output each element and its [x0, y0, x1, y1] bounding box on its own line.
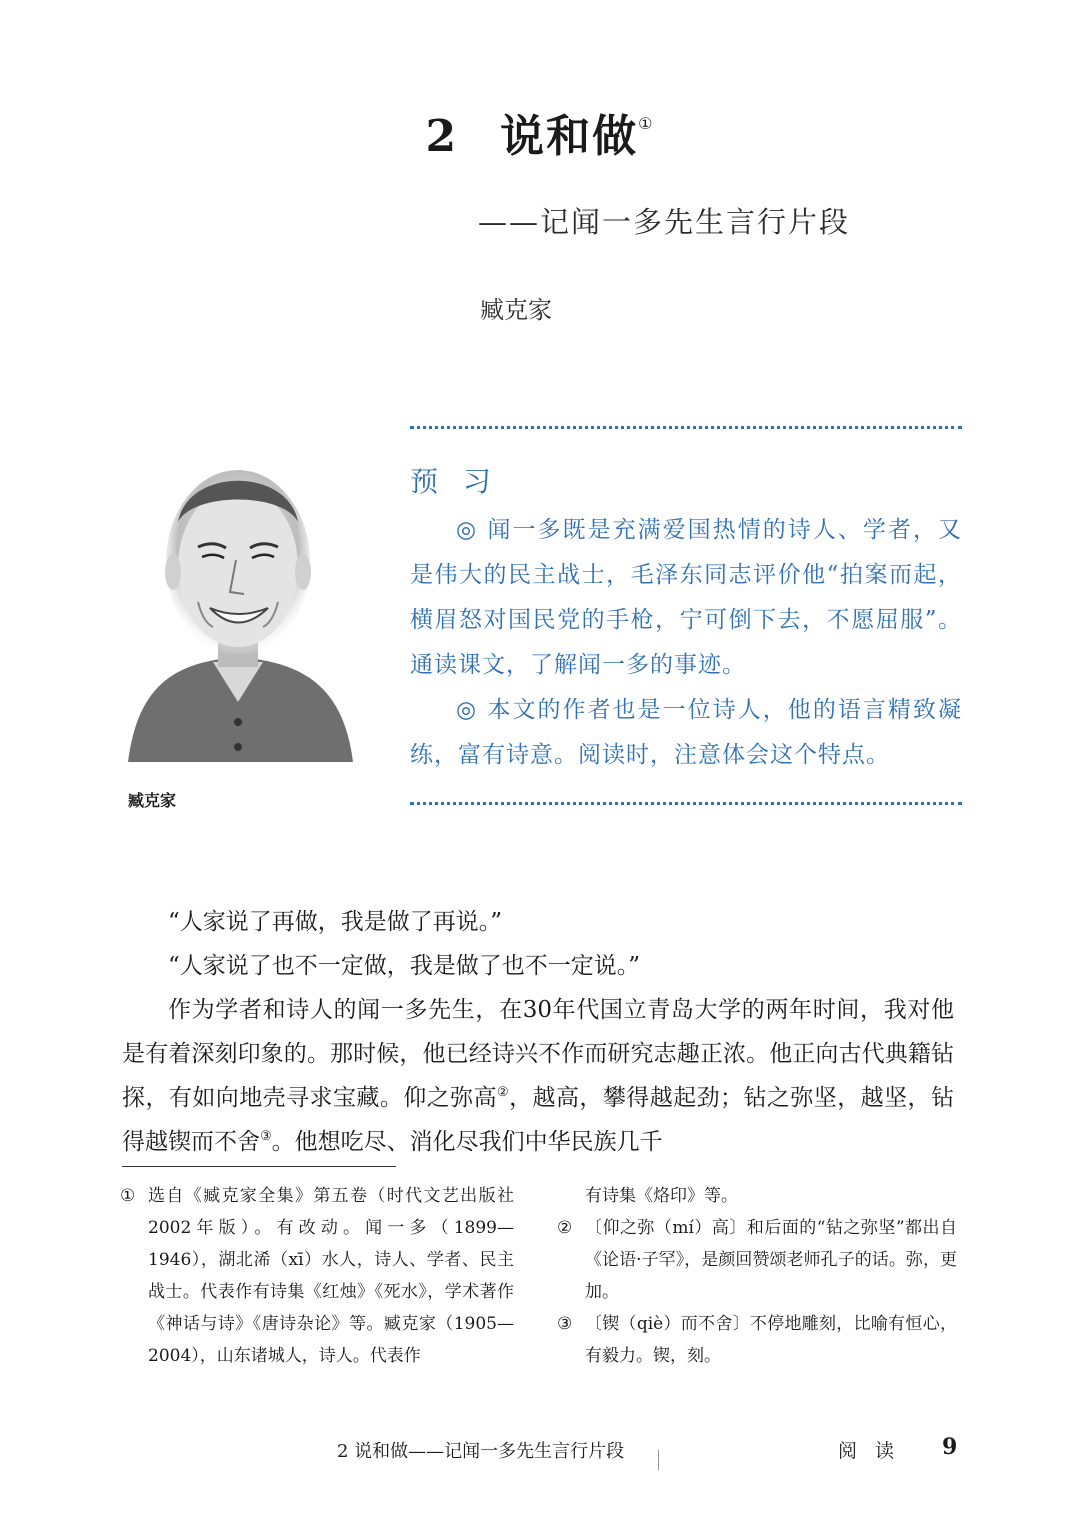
footnote-text: 〔锲（qiè）而不舍〕不停地雕刻，比喻有恒心，有毅力。锲，刻。: [585, 1314, 957, 1366]
paragraph-text: 作为学者和诗人的闻一多先生，在30年代国立青岛大学的两年时间，我对他是有着深刻印象的。那时候，他已经诗兴不作而研究志趣正浓。他正向古代典籍钻探，有如向地壳寻求宝藏。仰之弥高: [122, 997, 954, 1111]
footnote-mark: ②: [557, 1218, 573, 1238]
footnote-mark-2[interactable]: ②: [497, 1085, 510, 1100]
preview-label: 预 习: [410, 465, 499, 498]
footnote-text: 选自《臧克家全集》第五卷（时代文艺出版社2002年版）。有改动。闻一多（1899—1946），湖北浠（xī）水人，诗人、学者、民主战士。代表作有诗集《红烛》《死水》，学术著作《神话与诗》《唐诗杂论》等。臧克家（1905—2004），山东诸城人，诗人。代表作: [148, 1186, 514, 1366]
preview-item: ◎ 本文的作者也是一位诗人，他的语言精致凝练，富有诗意。阅读时，注意体会这个特点。: [410, 697, 962, 768]
author-portrait: [118, 432, 358, 762]
lesson-number: 2: [425, 111, 459, 162]
paragraph-text: 。他想吃尽、消化尽我们中华民族几千: [271, 1129, 663, 1155]
portrait-caption: 臧克家: [128, 791, 177, 810]
lesson-author: 臧克家: [480, 296, 552, 324]
footnote-1-continued: [557, 1180, 957, 1212]
paragraph-text: ，越高，攀得越起劲；钻之弥坚，越坚，钻得越锲而不舍: [122, 1085, 955, 1155]
preview-top-divider: [410, 426, 962, 429]
preview-box: [410, 460, 962, 778]
body-paragraph: “人家说了再做，我是做了再说。”: [168, 909, 503, 935]
page-number: 9: [942, 1434, 958, 1460]
preview-item: ◎ 闻一多既是充满爱国热情的诗人、学者，又是伟大的民主战士，毛泽东同志评价他“拍案而起，横眉怒对国民党的手枪，宁可倒下去，不愿屈服”。通读课文，了解闻一多的事迹。: [410, 517, 962, 678]
footer-divider: [658, 1450, 659, 1470]
footer-section: 阅 读: [838, 1440, 901, 1462]
lesson-subtitle: ——记闻一多先生言行片段: [478, 205, 851, 239]
footnote-1: [120, 1180, 514, 1372]
lesson-title-text: 说和做: [500, 111, 639, 162]
lesson-title: [0, 100, 1080, 164]
body-text: [122, 900, 954, 1164]
footnote-mark: ①: [120, 1186, 136, 1206]
footnote-divider: [122, 1166, 396, 1167]
footnote-mark: ③: [557, 1314, 573, 1334]
footnote-text: 〔仰之弥（mí）高〕和后面的“钻之弥坚”都出自《论语·子罕》，是颜回赞颂老师孔子的话。弥，更加。: [585, 1218, 957, 1302]
footnote-2: [557, 1212, 957, 1308]
body-paragraph: [122, 988, 954, 1164]
footnote-text-continued: 有诗集《烙印》等。: [585, 1186, 738, 1206]
footnote-continuation-indent: [557, 1180, 585, 1212]
body-paragraph: “人家说了也不一定做，我是做了也不一定说。”: [168, 953, 641, 979]
footnote-3: [557, 1308, 957, 1372]
footnote-mark-3[interactable]: ③: [260, 1129, 272, 1144]
title-footnote-mark[interactable]: ①: [638, 114, 655, 133]
preview-bottom-divider: [410, 802, 962, 805]
footnotes-left-column: [120, 1180, 514, 1372]
footer-running-title: 2 说和做——记闻一多先生言行片段: [337, 1441, 625, 1462]
footnotes-right-column: [557, 1180, 957, 1372]
